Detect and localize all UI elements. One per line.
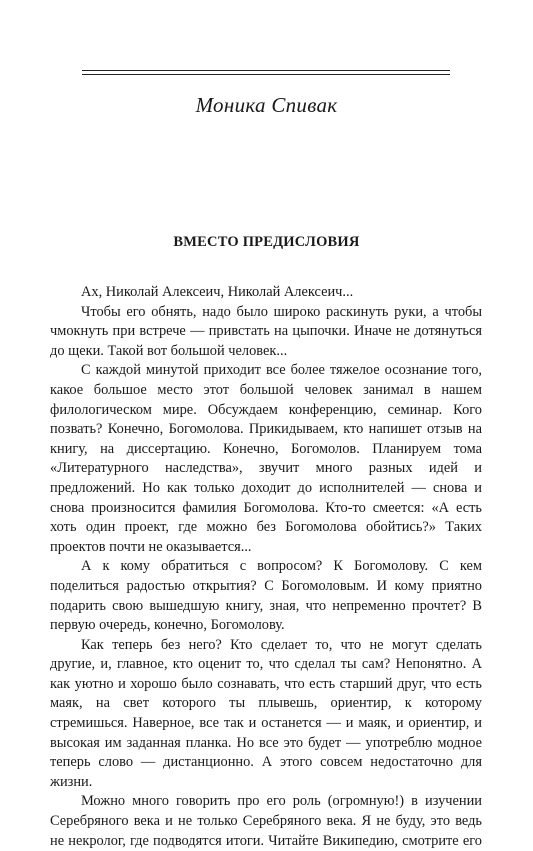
author-name: Моника Спивак	[195, 93, 338, 117]
paragraph: А к кому обратиться с вопросом? К Богомолову. С кем поделиться радостью открытия? С Богомоловым. И кому приятно подарить свою вышедшую книгу, зная, что непременно прочтет? В первую очередь, конечно, Богомолову.	[50, 558, 482, 634]
top-rule-secondary	[82, 74, 450, 75]
paragraph: С каждой минутой приходит все более тяжелое осознание того, какое большое место этот большой человек занимал в нашем филологическом мире. Обсуждаем конференцию, семинар. Кого позвать? Конечно, Богомолова. Прикидываем, кто напишет отзыв на книгу, на диссертацию. Конечно, Богомолов. Планируем тома «Литературного наследства», звучит много разных идей и предложений. Но как только доходит до исполнителей — снова и снова произносится фамилия Богомолова. Кто-то смеется: «А есть хоть один проект, где можно без Богомолова обойтись?» Таких проектов почти не оказывается...	[50, 362, 482, 555]
paragraph: Как теперь без него? Кто сделает то, что не могут сделать другие, и, главное, кто оценит то, что сделал ты сам? Непонятно. А как уютно и хорошо было сознавать, что есть старший друг, что есть маяк, на свет которого ты плывешь, ориентир, к которому стремишься. Наверное, все так и останется — и маяк, и ориентир, и высокая им заданная планка. Но все это будет — употреблю модное теперь слово — дистанционно. А этого совсем недостаточно для жизни.	[50, 636, 482, 790]
paragraph: Чтобы его обнять, надо было широко раскинуть руки, а чтобы чмокнуть при встрече — привстать на цыпочки. Иначе не дотянуться до щеки. Такой вот большой человек...	[50, 303, 482, 359]
body-text	[50, 283, 482, 851]
section-heading: ВМЕСТО ПРЕДИСЛОВИЯ	[173, 234, 360, 250]
paragraph: Ах, Николай Алексеич, Николай Алексеич...	[81, 284, 354, 300]
paragraph: Можно много говорить про его роль (огромную!) в изучении Серебряного века и не только Серебряного века. Я не буду, это ведь не некролог, где подводятся итоги. Читайте Википедию, смотрите его	[50, 793, 482, 849]
top-rule	[82, 70, 450, 71]
